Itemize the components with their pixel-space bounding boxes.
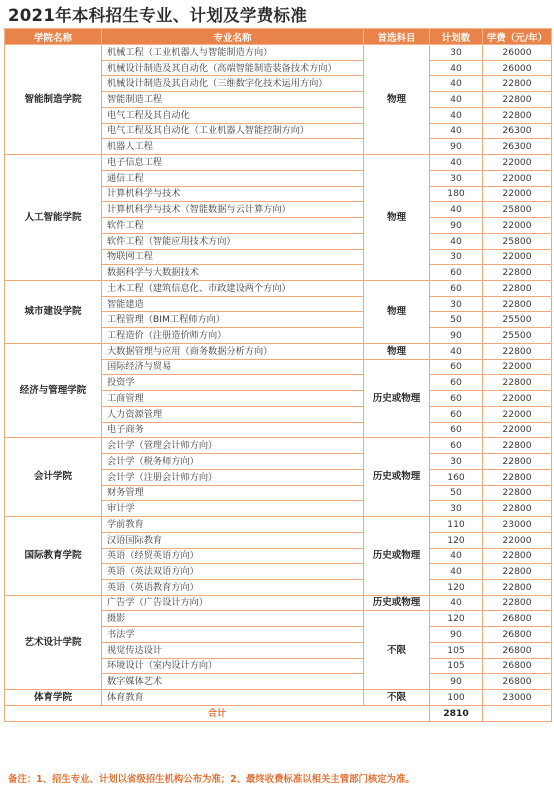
plan-cell: 60 [430,375,483,391]
plan-cell: 90 [430,218,483,234]
plan-cell: 105 [430,658,483,674]
fee-cell: 25500 [483,328,552,344]
major-cell: 会计学（注册会计师方向） [102,469,364,485]
major-cell: 工程造价（注册造价师方向） [102,328,364,344]
fee-cell: 22800 [483,343,552,359]
plan-cell: 50 [430,312,483,328]
plan-cell: 60 [430,406,483,422]
table-row [5,281,552,297]
plan-cell: 30 [430,249,483,265]
major-cell: 学前教育 [102,517,364,533]
table-row [5,45,552,61]
major-cell: 体育教育 [102,690,364,706]
header-subject: 首选科目 [364,29,430,45]
fee-cell: 25800 [483,202,552,218]
table-row [5,690,552,706]
plan-cell: 120 [430,579,483,595]
major-cell: 智能建造 [102,296,364,312]
major-cell: 人力资源管理 [102,406,364,422]
table-body [5,45,552,706]
fee-cell: 22000 [483,155,552,171]
plan-cell: 40 [430,343,483,359]
fee-cell: 22000 [483,186,552,202]
major-cell: 会计学（税务师方向） [102,454,364,470]
plan-cell: 100 [430,690,483,706]
plan-cell: 110 [430,517,483,533]
plan-cell: 40 [430,123,483,139]
plan-cell: 90 [430,139,483,155]
major-cell: 机械设计制造及其自动化（高端智能制造装备技术方向） [102,60,364,76]
fee-cell: 22000 [483,218,552,234]
footnote: 备注：1、招生专业、计划以省级招生机构公布为准；2、最终收费标准以相关主管部门核定为准。 [8,774,415,785]
fee-cell: 26800 [483,658,552,674]
major-cell: 机器人工程 [102,139,364,155]
major-cell: 投资学 [102,375,364,391]
plan-cell: 30 [430,45,483,61]
fee-cell: 26000 [483,45,552,61]
plan-cell: 60 [430,438,483,454]
fee-cell: 22800 [483,595,552,611]
plan-cell: 40 [430,107,483,123]
fee-cell: 22800 [483,76,552,92]
plan-cell: 50 [430,485,483,501]
major-cell: 电气工程及其自动化（工业机器人智能控制方向） [102,123,364,139]
plan-cell: 105 [430,642,483,658]
plan-cell: 90 [430,328,483,344]
plan-cell: 40 [430,92,483,108]
major-cell: 会计学（管理会计师方向） [102,438,364,454]
college-cell: 国际教育学院 [5,517,102,596]
plan-cell: 180 [430,186,483,202]
header-college: 学院名称 [5,29,102,45]
fee-cell: 26800 [483,627,552,643]
subject-cell: 历史或物理 [364,595,430,611]
college-cell: 城市建设学院 [5,281,102,344]
fee-cell: 22800 [483,501,552,517]
college-cell: 体育学院 [5,690,102,706]
table-header-row [5,29,552,45]
major-cell: 智能制造工程 [102,92,364,108]
fee-cell: 22000 [483,359,552,375]
major-cell: 通信工程 [102,170,364,186]
plan-cell: 90 [430,627,483,643]
fee-cell: 23000 [483,517,552,533]
subject-cell: 物理 [364,155,430,281]
major-cell: 计算机科学与技术（智能数据与云计算方向） [102,202,364,218]
college-cell: 经济与管理学院 [5,343,102,437]
plan-cell: 30 [430,170,483,186]
major-cell: 电子商务 [102,422,364,438]
plan-cell: 90 [430,674,483,690]
plan-cell: 120 [430,532,483,548]
college-cell: 人工智能学院 [5,155,102,281]
major-cell: 大数据管理与应用（商务数据分析方向） [102,343,364,359]
table-row [5,517,552,533]
fee-cell: 22800 [483,454,552,470]
subject-cell: 历史或物理 [364,359,430,438]
major-cell: 机械工程（工业机器人与智能制造方向） [102,45,364,61]
college-cell: 会计学院 [5,438,102,517]
plan-cell: 60 [430,422,483,438]
plan-cell: 40 [430,548,483,564]
plan-cell: 60 [430,265,483,281]
major-cell: 书法学 [102,627,364,643]
major-cell: 审计学 [102,501,364,517]
admissions-table [4,28,552,722]
major-cell: 英语（英法双语方向） [102,564,364,580]
major-cell: 国际经济与贸易 [102,359,364,375]
plan-cell: 120 [430,611,483,627]
major-cell: 视觉传达设计 [102,642,364,658]
fee-cell: 25500 [483,312,552,328]
fee-cell: 22800 [483,92,552,108]
plan-cell: 40 [430,595,483,611]
table-row [5,438,552,454]
fee-cell: 22000 [483,422,552,438]
plan-cell: 60 [430,359,483,375]
fee-cell: 22800 [483,296,552,312]
plan-cell: 60 [430,391,483,407]
major-cell: 英语（英语教育方向） [102,579,364,595]
header-plan: 计划数 [430,29,483,45]
fee-cell: 22800 [483,564,552,580]
subject-cell: 历史或物理 [364,438,430,517]
college-cell: 智能制造学院 [5,45,102,155]
fee-cell: 22800 [483,438,552,454]
major-cell: 汉语国际教育 [102,532,364,548]
total-label: 合计 [5,705,430,721]
major-cell: 电气工程及其自动化 [102,107,364,123]
plan-cell: 40 [430,155,483,171]
major-cell: 工商管理 [102,391,364,407]
table-row [5,595,552,611]
plan-cell: 40 [430,60,483,76]
fee-cell: 22800 [483,579,552,595]
plan-cell: 30 [430,501,483,517]
plan-cell: 30 [430,454,483,470]
fee-cell: 22000 [483,391,552,407]
plan-cell: 30 [430,296,483,312]
subject-cell: 不限 [364,611,430,690]
major-cell: 工程管理（BIM工程师方向） [102,312,364,328]
fee-cell: 22000 [483,170,552,186]
table-row [5,343,552,359]
fee-cell: 22800 [483,548,552,564]
major-cell: 计算机科学与技术 [102,186,364,202]
plan-cell: 40 [430,564,483,580]
fee-cell: 23000 [483,690,552,706]
subject-cell: 历史或物理 [364,517,430,596]
major-cell: 数据科学与大数据技术 [102,265,364,281]
fee-cell: 26800 [483,611,552,627]
total-row [5,705,552,721]
plan-cell: 60 [430,281,483,297]
total-fee-empty [483,705,552,721]
plan-cell: 160 [430,469,483,485]
table-row [5,155,552,171]
fee-cell: 22800 [483,265,552,281]
fee-cell: 22000 [483,532,552,548]
major-cell: 摄影 [102,611,364,627]
fee-cell: 22800 [483,469,552,485]
fee-cell: 26000 [483,60,552,76]
major-cell: 机械设计制造及其自动化（三维数字化技术运用方向） [102,76,364,92]
header-fee: 学费（元/年） [483,29,552,45]
major-cell: 环境设计（室内设计方向） [102,658,364,674]
plan-cell: 40 [430,76,483,92]
major-cell: 土木工程（建筑信息化、市政建设两个方向） [102,281,364,297]
major-cell: 英语（经贸英语方向） [102,548,364,564]
fee-cell: 22800 [483,485,552,501]
fee-cell: 26300 [483,123,552,139]
subject-cell: 不限 [364,690,430,706]
fee-cell: 22000 [483,406,552,422]
plan-cell: 40 [430,233,483,249]
fee-cell: 26300 [483,139,552,155]
major-cell: 物联网工程 [102,249,364,265]
major-cell: 软件工程 [102,218,364,234]
fee-cell: 22800 [483,107,552,123]
subject-cell: 物理 [364,45,430,155]
subject-cell: 物理 [364,281,430,344]
major-cell: 广告学（广告设计方向） [102,595,364,611]
fee-cell: 22000 [483,249,552,265]
plan-cell: 40 [430,202,483,218]
subject-cell: 物理 [364,343,430,359]
fee-cell: 25800 [483,233,552,249]
major-cell: 软件工程（智能应用技术方向） [102,233,364,249]
college-cell: 艺术设计学院 [5,595,102,689]
major-cell: 数字媒体艺术 [102,674,364,690]
major-cell: 电子信息工程 [102,155,364,171]
major-cell: 财务管理 [102,485,364,501]
total-plan: 2810 [430,705,483,721]
fee-cell: 22800 [483,281,552,297]
fee-cell: 26800 [483,674,552,690]
page-title: 2021年本科招生专业、计划及学费标准 [8,6,308,25]
header-major: 专业名称 [102,29,364,45]
fee-cell: 22800 [483,375,552,391]
fee-cell: 26800 [483,642,552,658]
